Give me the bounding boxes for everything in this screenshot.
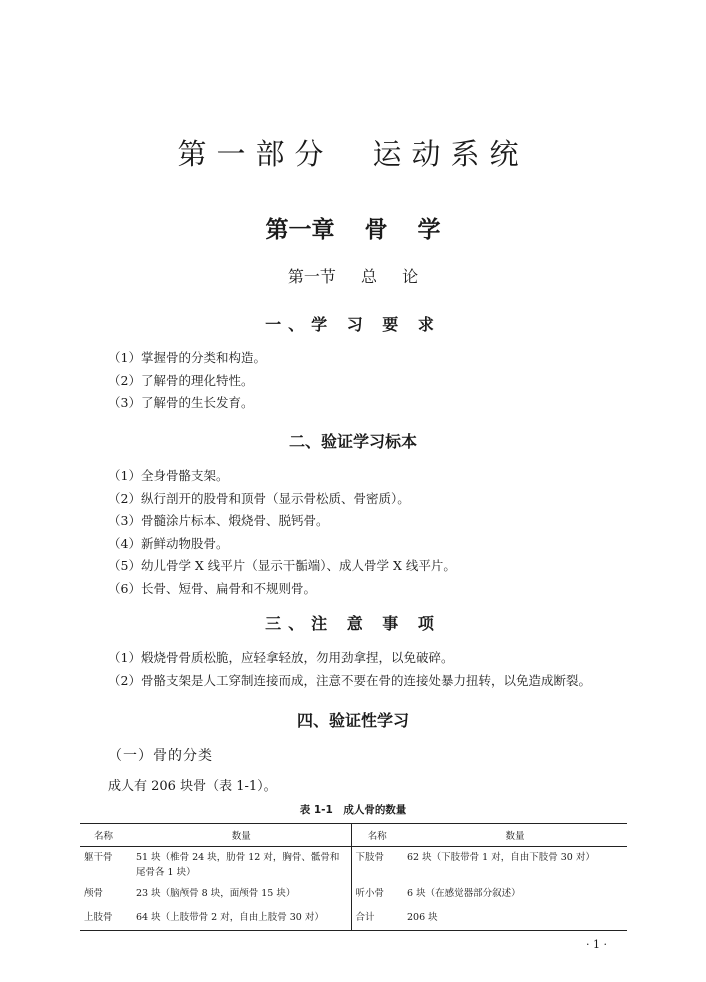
list-item: （1）掌握骨的分类和构造。 — [108, 350, 266, 365]
heading-precautions: 三、注 意 事 项 — [265, 614, 441, 633]
list-item: （4）新鲜动物股骨。 — [108, 535, 229, 551]
table-cell: 62 块（下肢带骨 1 对，自由下肢骨 30 对） — [407, 852, 595, 863]
table-cell: 听小骨 — [351, 883, 403, 907]
heading-learning-requirements: 一、学 习 要 求 — [265, 315, 441, 334]
table-cell: 6 块（在感觉器部分叙述） — [407, 888, 521, 899]
table-cell: 上肢骨 — [80, 907, 132, 930]
list-item: （3）了解骨的生长发育。 — [108, 395, 254, 410]
table-cell: 206 块 — [403, 907, 627, 930]
table-caption: 表 1-1 成人骨的数量 — [299, 804, 407, 816]
list-item: （5）幼儿骨学 X 线平片（显示干骺端）、成人骨学 X 线平片。 — [108, 558, 456, 573]
page-number: · 1 · — [586, 938, 607, 951]
table-cell: 颅骨 — [84, 888, 104, 899]
list-precautions — [108, 647, 668, 692]
intro-text: 成人有 206 块骨（表 1-1）。 — [108, 779, 277, 794]
table-header: 数量 — [132, 824, 351, 847]
list-specimens — [108, 465, 668, 600]
table-cell: 51 块（椎骨 24 块，肋骨 12 对，胸骨、骶骨和尾骨各 1 块） — [136, 852, 340, 878]
list-item: （2）骨骼支架是人工穿制连接而成，注意不要在骨的连接处暴力扭转，以免造成断裂。 — [108, 672, 591, 688]
list-item: （3）骨髓涂片标本、煅烧骨、脱钙骨。 — [108, 513, 329, 528]
bone-count-table — [80, 823, 627, 931]
table-header: 名称 — [351, 824, 403, 847]
list-item: （1）煅烧骨骨质松脆，应轻拿轻放，勿用劲拿捏，以免破碎。 — [108, 650, 454, 665]
table-header: 数量 — [403, 824, 627, 847]
table-cell: 64 块（上肢带骨 2 对，自由上肢骨 30 对） — [132, 907, 351, 930]
heading-verification-learning: 四、验证性学习 — [296, 711, 409, 730]
list-item: （2）了解骨的理化特性。 — [108, 372, 254, 388]
table-cell: 躯干骨 — [84, 852, 113, 863]
section-title: 第一节 总 论 — [287, 267, 419, 286]
table-header: 名称 — [80, 824, 132, 847]
table-cell: 合计 — [351, 907, 403, 930]
chapter-title: 第一章 骨 学 — [265, 217, 441, 243]
list-learning-requirements — [108, 347, 668, 415]
list-item: （1）全身骨骼支架。 — [108, 468, 229, 483]
list-item: （2）纵行剖开的股骨和顶骨（显示骨松质、骨密质）。 — [108, 490, 410, 506]
heading-specimens: 二、验证学习标本 — [288, 432, 417, 451]
table-cell: 下肢骨 — [351, 847, 403, 884]
list-item: （6）长骨、短骨、扁骨和不规则骨。 — [108, 580, 316, 596]
part-title: 第一部分 运动系统 — [177, 137, 529, 171]
table-cell: 23 块（脑颅骨 8 块，面颅骨 15 块） — [136, 888, 296, 899]
subsection-heading: （一）骨的分类 — [108, 748, 213, 764]
